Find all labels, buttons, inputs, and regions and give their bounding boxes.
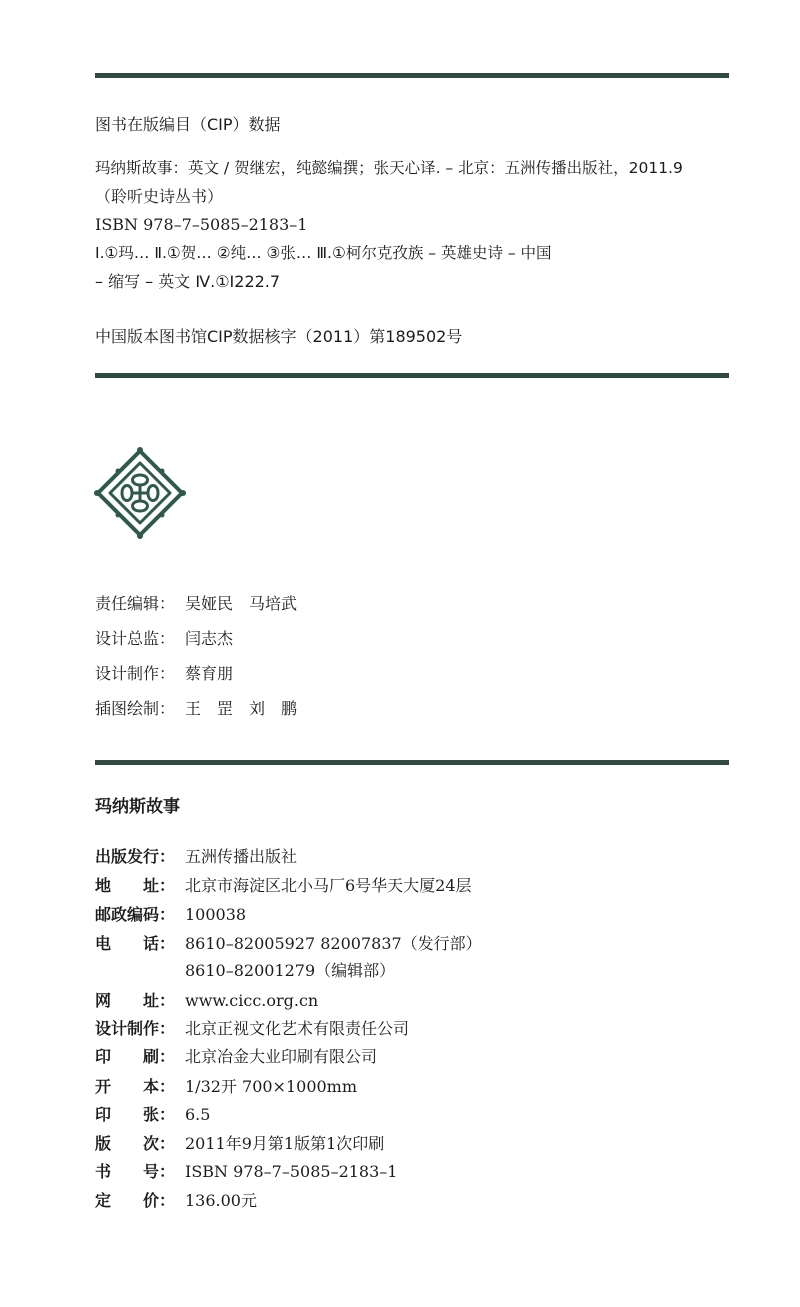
credit-value: 吴娅民 马培武 <box>185 594 298 613</box>
book-title: 玛纳斯故事 <box>95 797 180 817</box>
info-value: 2011年9月第1版第1次印刷 <box>185 1134 385 1153</box>
info-row <box>95 1133 384 1155</box>
top-rule <box>95 73 729 78</box>
credit-value: 蔡育朋 <box>185 664 234 683</box>
info-row <box>95 933 482 955</box>
credit-label: 设计制作： <box>95 664 176 683</box>
info-value: 6.5 <box>185 1105 211 1124</box>
info-row <box>95 1104 210 1126</box>
info-row <box>95 904 246 926</box>
info-label: 书 号： <box>95 1162 176 1181</box>
info-label: 邮政编码： <box>95 905 176 924</box>
info-value: 1/32开 700×1000mm <box>185 1077 358 1096</box>
cip-entry-line1: 玛纳斯故事：英文 / 贺继宏，纯懿编撰；张天心译. – 北京：五洲传播出版社，2011.9 <box>95 159 683 177</box>
cip-isbn-line: ISBN 978–7–5085–2183–1 <box>95 215 308 234</box>
cip-subject-line1: Ⅰ.①玛… Ⅱ.①贺… ②纯… ③张… Ⅲ.①柯尔克孜族 – 英雄史诗 – 中国 <box>95 244 552 262</box>
info-value: 五洲传播出版社 <box>185 847 298 866</box>
info-row <box>95 990 318 1012</box>
info-value: 100038 <box>185 905 247 924</box>
credit-value: 闫志杰 <box>185 629 234 648</box>
info-value: 8610–82001279（编辑部） <box>185 961 396 980</box>
info-value: www.cicc.org.cn <box>185 991 319 1010</box>
info-value: 136.00元 <box>185 1191 257 1210</box>
info-row <box>95 960 395 982</box>
cip-heading: 图书在版编目（CIP）数据 <box>95 115 281 134</box>
info-row <box>95 875 472 897</box>
info-row <box>95 1046 377 1068</box>
info-row <box>95 1190 257 1212</box>
credit-row <box>95 663 233 685</box>
credit-value: 王 罡 刘 鹏 <box>185 699 298 718</box>
info-value: 8610–82005927 82007837（发行部） <box>185 934 482 953</box>
info-label: 印 刷： <box>95 1047 176 1066</box>
credit-row <box>95 593 297 615</box>
info-label: 印 张： <box>95 1105 176 1124</box>
lower-rule <box>95 760 729 765</box>
info-value: 北京冶金大业印刷有限公司 <box>185 1047 378 1066</box>
credit-label: 责任编辑： <box>95 594 176 613</box>
credit-label: 设计总监： <box>95 629 176 648</box>
info-label: 网 址： <box>95 991 176 1010</box>
info-label: 地 址： <box>95 876 176 895</box>
info-label: 定 价： <box>95 1191 176 1210</box>
info-row <box>95 1161 397 1183</box>
info-value: 北京正视文化艺术有限责任公司 <box>185 1019 410 1038</box>
cip-core-number: 中国版本图书馆CIP数据核字（2011）第189502号 <box>95 327 463 346</box>
info-value: ISBN 978–7–5085–2183–1 <box>185 1162 398 1181</box>
info-label: 出版发行： <box>95 847 176 866</box>
credit-label: 插图绘制： <box>95 699 176 718</box>
info-row <box>95 846 297 868</box>
ornament-icon <box>94 447 186 539</box>
cip-entry-line2: （聆听史诗丛书） <box>95 187 224 206</box>
info-value: 北京市海淀区北小马厂6号华天大厦24层 <box>185 876 472 895</box>
info-label: 电 话： <box>95 934 176 953</box>
info-label: 版 次： <box>95 1134 176 1153</box>
info-label: 开 本： <box>95 1077 176 1096</box>
middle-rule <box>95 373 729 378</box>
credit-row <box>95 628 233 650</box>
info-row <box>95 1076 357 1098</box>
info-label: 设计制作： <box>95 1019 176 1038</box>
info-row <box>95 1018 409 1040</box>
credit-row <box>95 698 297 720</box>
cip-subject-line2: – 缩写 – 英文 Ⅳ.①I222.7 <box>95 272 281 291</box>
